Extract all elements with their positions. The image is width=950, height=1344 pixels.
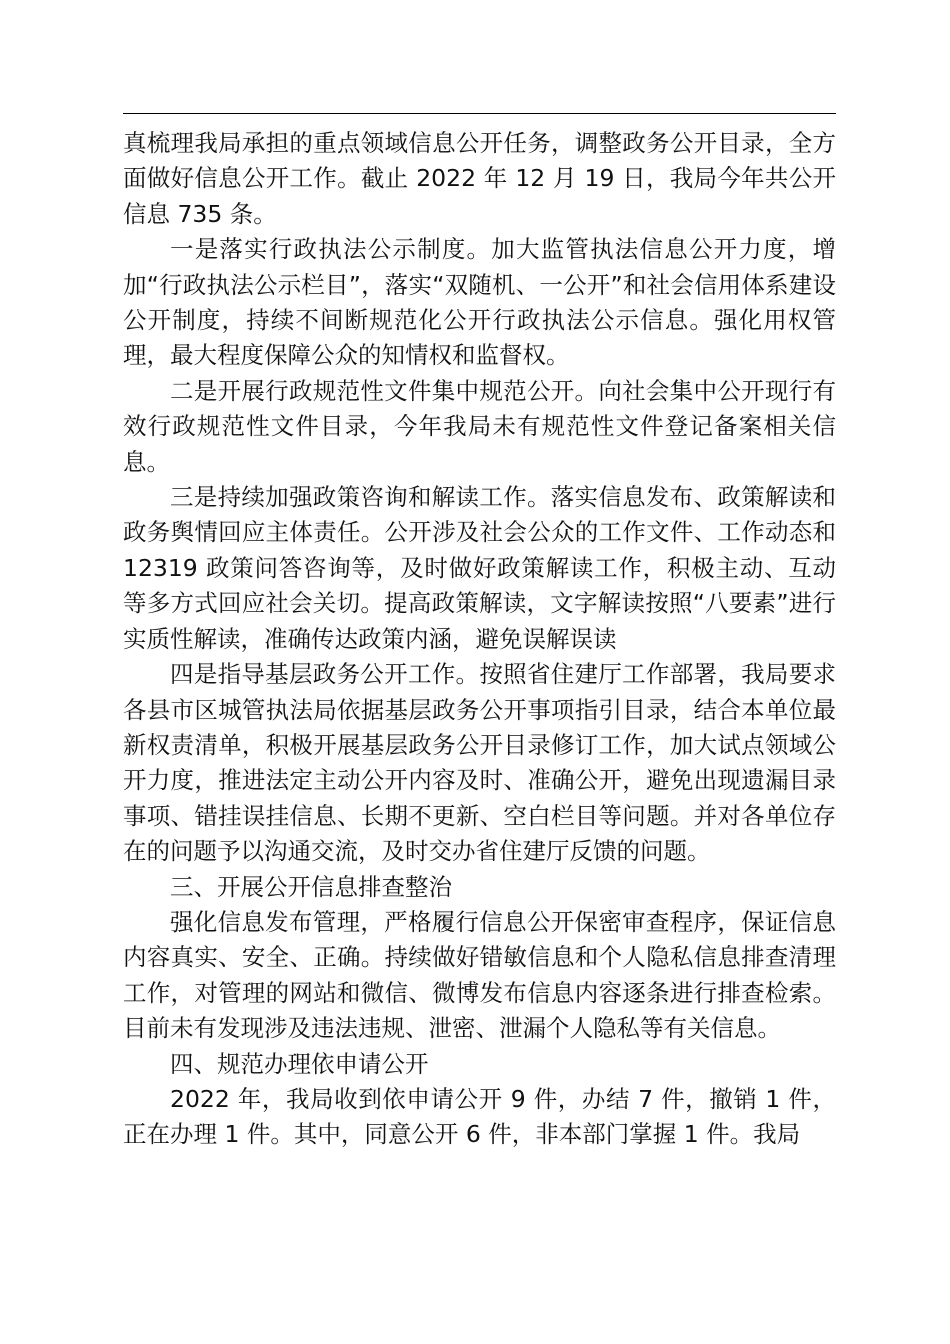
header-rule (123, 113, 836, 114)
section-heading-3: 三、开展公开信息排查整治 (170, 872, 452, 901)
paragraph-item-3: 三是持续加强政策咨询和解读工作。落实信息发布、政策解读和政务舆情回应主体责任。公开涉及社会公众的工作文件、工作动态和 12319 政策问答咨询等，及时做好政策解读工作，积极主动、互动等多方式回应社会关切。提高政策解读，文字解读按照“八要素”进行实质性解读，准确传达政策内涵，避免误解误读 (123, 483, 836, 653)
section-heading-4: 四、规范办理依申请公开 (170, 1049, 429, 1078)
paragraph-item-1: 一是落实行政执法公示制度。加大监管执法信息公开力度，增加“行政执法公示栏目”，落实“双随机、一公开”和社会信用体系建设公开制度，持续不间断规范化公开行政执法公示信息。强化用权管理，最大程度保障公众的知情权和监督权。 (123, 235, 836, 370)
paragraph-section-3: 强化信息发布管理，严格履行信息公开保密审查程序，保证信息内容真实、安全、正确。持续做好错敏信息和个人隐私信息排查清理工作，对管理的网站和微信、微博发布信息内容逐条进行排查检索。目前未有发现涉及违法违规、泄密、泄漏个人隐私等有关信息。 (123, 907, 836, 1043)
paragraph-item-2: 二是开展行政规范性文件集中规范公开。向社会集中公开现行有效行政规范性文件目录，今年我局未有规范性文件登记备案相关信息。 (123, 376, 836, 476)
document-body (123, 126, 836, 1153)
paragraph-continuation: 真梳理我局承担的重点领域信息公开任务，调整政务公开目录，全方面做好信息公开工作。截止 2022 年 12 月 19 日，我局今年共公开信息 735 条。 (123, 129, 836, 228)
paragraph-item-4: 四是指导基层政务公开工作。按照省住建厅工作部署，我局要求各县市区城管执法局依据基层政务公开事项指引目录，结合本单位最新权责清单，积极开展基层政务公开目录修订工作，加大试点领域公开力度，推进法定主动公开内容及时、准确公开，避免出现遗漏目录事项、错挂误挂信息、长期不更新、空白栏目等问题。并对各单位存在的问题予以沟通交流，及时交办省住建厅反馈的问题。 (123, 660, 836, 866)
paragraph-section-4: 2022 年，我局收到依申请公开 9 件，办结 7 件，撤销 1 件，正在办理 1 件。其中，同意公开 6 件，非本部门掌握 1 件。我局 (123, 1084, 836, 1149)
